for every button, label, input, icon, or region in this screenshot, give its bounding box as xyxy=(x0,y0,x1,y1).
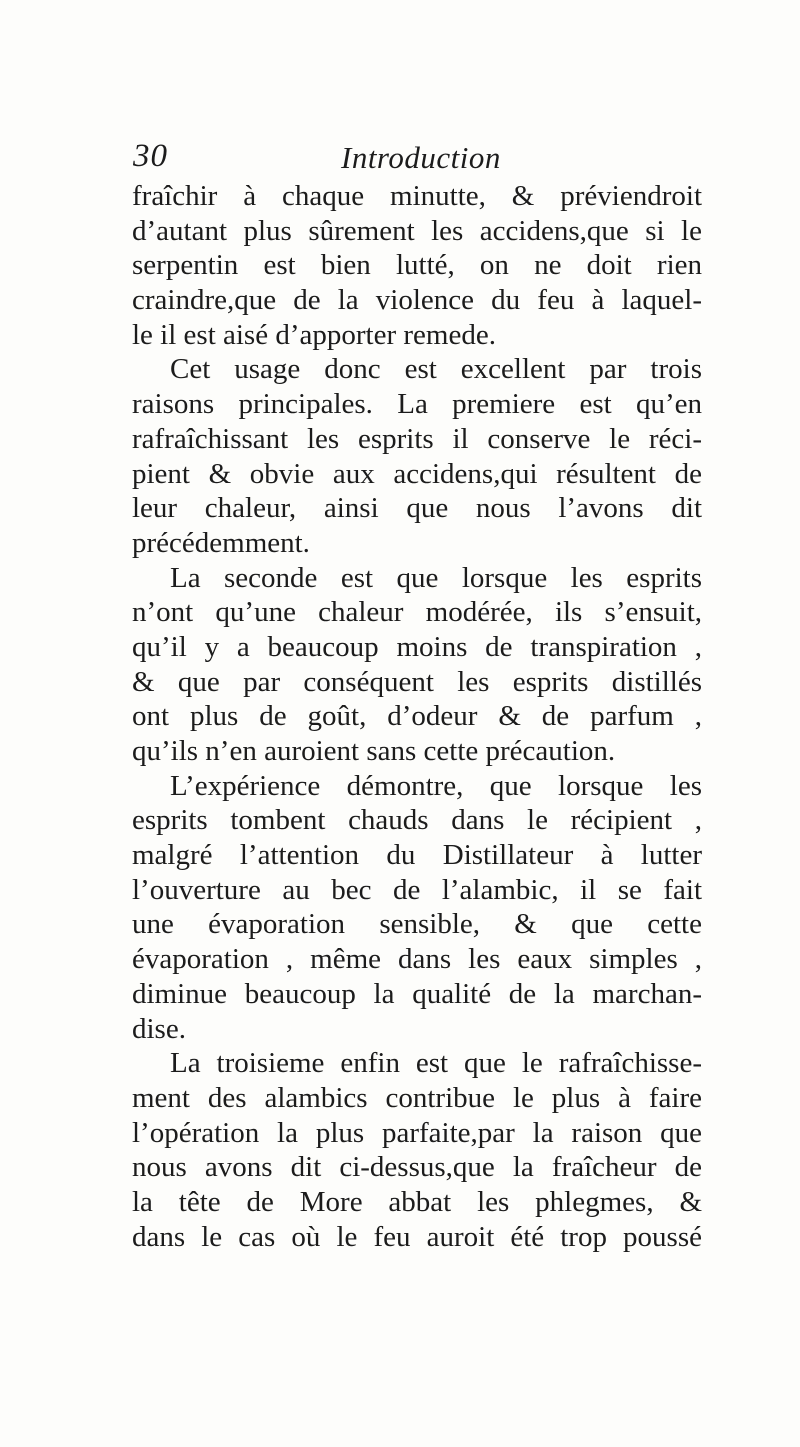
text-line: dise. xyxy=(132,1012,186,1045)
text-line: le il est aisé d’apporter remede. xyxy=(132,318,496,351)
text-line: serpentin est bien lutté, on ne doit rien xyxy=(132,249,702,282)
text-line: qu’il y a beaucoup moins de transpiration , xyxy=(132,630,702,663)
text-line: craindre,que de la violence du feu à laquel- xyxy=(132,284,702,317)
page-header xyxy=(133,138,703,178)
text-line: évaporation , même dans les eaux simples , xyxy=(132,943,702,976)
text-line: & que par conséquent les esprits distillés xyxy=(132,665,702,698)
text-line: L’expérience démontre, que lorsque les xyxy=(170,769,702,802)
text-line: la tête de More abbat les phlegmes, & xyxy=(132,1185,702,1218)
text-line: n’ont qu’une chaleur modérée, ils s’ensuit, xyxy=(132,596,702,629)
text-line: qu’ils n’en auroient sans cette précaution. xyxy=(132,735,616,767)
text-line: dans le cas où le feu auroit été trop poussé xyxy=(132,1220,702,1253)
text-line: La seconde est que lorsque les esprits xyxy=(170,561,702,594)
text-line: l’ouverture au bec de l’alambic, il se fait xyxy=(132,873,702,906)
text-line: précédemment. xyxy=(132,526,310,559)
text-line: d’autant plus sûrement les accidens,que si le xyxy=(132,214,702,247)
text-line: fraîchir à chaque minutte, & préviendroit xyxy=(132,180,702,212)
text-line: La troisieme enfin est que le rafraîchisse- xyxy=(170,1047,702,1080)
text-line: diminue beaucoup la qualité de la marchan- xyxy=(132,977,702,1010)
text-line: pient & obvie aux accidens,qui résultent de xyxy=(132,457,702,490)
text-line: ont plus de goût, d’odeur & de parfum , xyxy=(132,700,702,733)
text-line: malgré l’attention du Distillateur à lutter xyxy=(132,839,702,872)
text-line: raisons principales. La premiere est qu’en xyxy=(132,388,702,421)
text-line: esprits tombent chauds dans le récipient , xyxy=(132,804,702,837)
text-line: nous avons dit ci-dessus,que la fraîcheur de xyxy=(132,1151,702,1184)
page-number: 30 xyxy=(133,138,168,174)
text-line: ment des alambics contribue le plus à faire xyxy=(132,1081,702,1114)
text-line: une évaporation sensible, & que cette xyxy=(132,908,702,941)
running-title: Introduction xyxy=(341,140,501,175)
text-line: l’opération la plus parfaite,par la raison que xyxy=(132,1116,702,1149)
text-line: Cet usage donc est excellent par trois xyxy=(170,353,702,386)
text-line: leur chaleur, ainsi que nous l’avons dit xyxy=(132,492,702,525)
body-text xyxy=(132,179,702,1254)
text-line: rafraîchissant les esprits il conserve le réci- xyxy=(132,422,702,455)
